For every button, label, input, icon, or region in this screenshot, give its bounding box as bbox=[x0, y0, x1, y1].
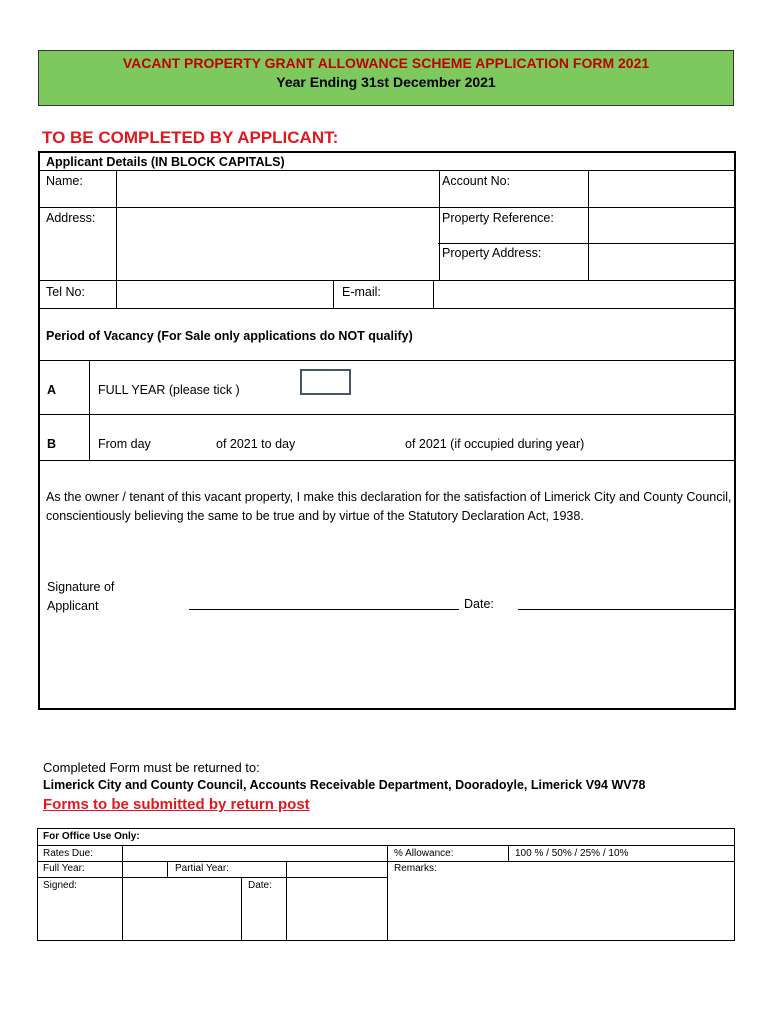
form-subtitle: Year Ending 31st December 2021 bbox=[276, 74, 496, 90]
from-day-label: From day bbox=[98, 437, 151, 451]
remarks-label: Remarks: bbox=[394, 863, 437, 874]
full-year-office-label: Full Year: bbox=[43, 863, 85, 874]
option-a-letter: A bbox=[47, 383, 57, 397]
email-label: E-mail: bbox=[342, 285, 381, 299]
date-line[interactable] bbox=[518, 609, 734, 610]
name-label: Name: bbox=[46, 174, 83, 188]
return-instruction: Completed Form must be returned to: bbox=[43, 760, 260, 775]
to-day-label: of 2021 to day bbox=[216, 437, 296, 451]
address-field[interactable] bbox=[116, 207, 440, 280]
property-reference-field[interactable] bbox=[588, 207, 735, 243]
email-field[interactable] bbox=[433, 280, 735, 308]
declaration-text: As the owner / tenant of this vacant property, I make this declaration for the satisfaction of Limerick City and County Council, conscientiously believing the same to be true and by virtue of the Statutory Declaration Act, 1938. bbox=[46, 490, 732, 523]
name-field[interactable] bbox=[116, 170, 440, 207]
rates-due-label: Rates Due: bbox=[43, 848, 94, 859]
full-year-checkbox[interactable] bbox=[300, 369, 351, 395]
tel-no-label: Tel No: bbox=[46, 285, 85, 299]
signature-line[interactable] bbox=[189, 609, 459, 610]
tel-no-field[interactable] bbox=[116, 280, 334, 308]
account-no-label: Account No: bbox=[442, 174, 511, 188]
return-post-note: Forms to be submitted by return post bbox=[43, 796, 310, 813]
form-header-banner bbox=[38, 50, 734, 106]
full-year-label: FULL YEAR (please tick ) bbox=[98, 383, 240, 397]
date-label: Date: bbox=[464, 597, 494, 611]
vacancy-heading: Period of Vacancy (For Sale only applications do NOT qualify) bbox=[46, 329, 413, 343]
office-use-heading: For Office Use Only: bbox=[43, 831, 140, 842]
applicant-details-heading: Applicant Details (IN BLOCK CAPITALS) bbox=[46, 155, 285, 169]
office-date-label: Date: bbox=[248, 880, 272, 891]
occupied-during-year-label: of 2021 (if occupied during year) bbox=[405, 437, 585, 451]
return-address: Limerick City and County Council, Accounts Receivable Department, Dooradoyle, Limerick V94 WV78 bbox=[43, 778, 646, 792]
section-title: TO BE COMPLETED BY APPLICANT: bbox=[42, 128, 339, 147]
allowance-options: 100 % / 50% / 25% / 10% bbox=[515, 848, 629, 859]
account-no-field[interactable] bbox=[588, 170, 735, 207]
property-address-label: Property Address: bbox=[442, 246, 542, 260]
applicant-section bbox=[38, 151, 736, 710]
office-use-section bbox=[37, 828, 735, 941]
allowance-label: % Allowance: bbox=[394, 848, 454, 859]
property-reference-label: Property Reference: bbox=[442, 211, 554, 225]
partial-year-label: Partial Year: bbox=[175, 863, 229, 874]
address-label: Address: bbox=[46, 211, 96, 225]
property-address-field[interactable] bbox=[588, 243, 735, 280]
form-title: VACANT PROPERTY GRANT ALLOWANCE SCHEME APPLICATION FORM 2021 bbox=[122, 55, 650, 71]
option-b-letter: B bbox=[47, 437, 57, 451]
signature-label: Signature of Applicant bbox=[47, 580, 115, 613]
signed-label: Signed: bbox=[43, 880, 77, 891]
